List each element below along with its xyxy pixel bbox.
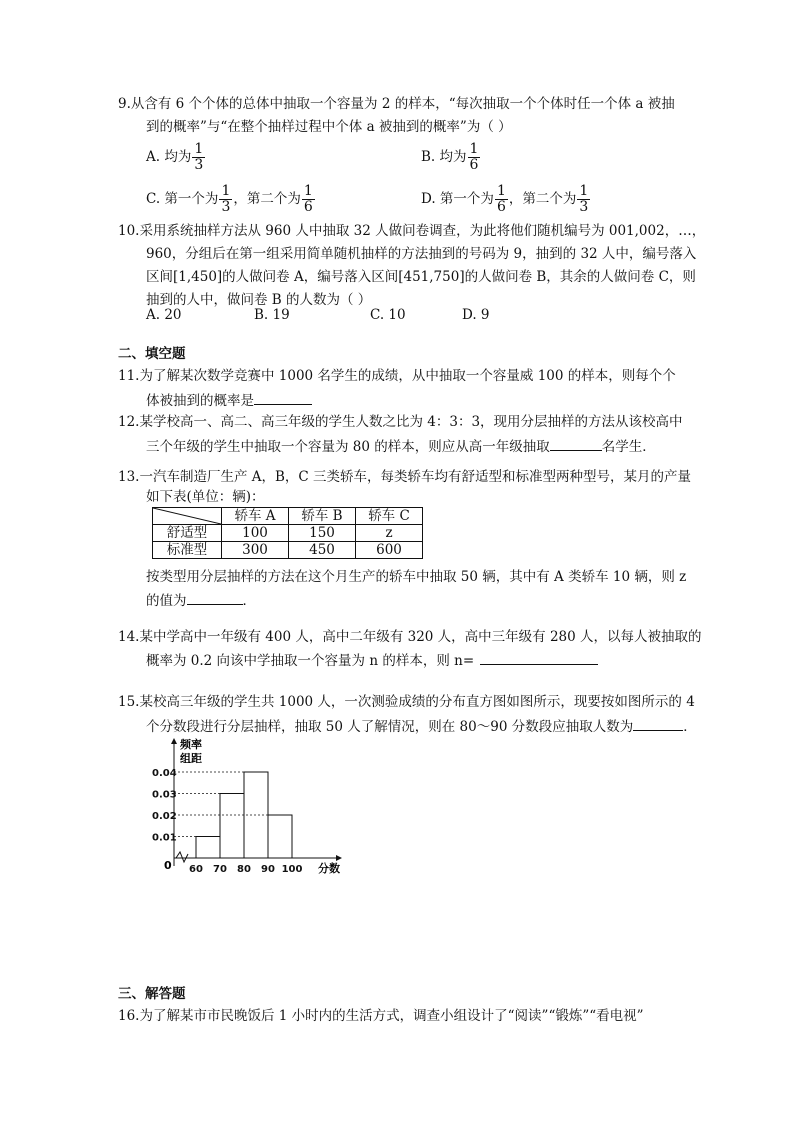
x-tick-label: 70 — [213, 864, 227, 875]
q9-option-b-fraction: $\frac{1}{6}$ — [469, 141, 479, 173]
table-cell: 450 — [289, 542, 356, 559]
q16-line1: 16.为了解某市市民晚饭后 1 小时内的生活方式，调查小组设计了“阅读”“锻炼”“看电视” — [118, 1008, 644, 1024]
q10-option-a: A. 20 — [146, 307, 182, 323]
q11-line1: 11.为了解某次数学竞赛中 1000 名学生的成绩，从中抽取一个容量威 100 的样本，则每个个 — [118, 368, 676, 384]
table-header-a: 轿车 A — [222, 508, 289, 525]
table-header-row — [153, 508, 423, 525]
q9-line2: 到的概率”与“在整个抽样过程中个体 a 被抽到的概率”为（ ） — [146, 119, 512, 135]
q13-answer-blank[interactable] — [187, 590, 243, 605]
q12-line2: 三个年级的学生中抽取一个容量为 80 的样本，则应从高一年级抽取 名学生． — [146, 436, 656, 456]
q9-option-d-fraction-1: $\frac{1}{6}$ — [496, 183, 506, 215]
q9-option-c-fraction-2: $\frac{1}{6}$ — [303, 183, 313, 215]
table-row-label: 舒适型 — [153, 525, 222, 542]
table-cell: z — [356, 525, 423, 542]
axis-break-mark — [176, 852, 188, 862]
q15-line1: 15.某校高三年级的学生共 1000 人，一次测验成绩的分布直方图如图所示，现要按如图所示的 4 — [118, 694, 695, 710]
histogram-bar — [220, 794, 244, 859]
table-cell: 600 — [356, 542, 423, 559]
y-label-bottom: 组距 — [180, 752, 202, 765]
q9-option-c-mid: ，第二个为 — [233, 191, 301, 207]
x-tick-label: 100 — [281, 864, 303, 875]
table-header-c: 轿车 C — [356, 508, 423, 525]
q13-line4: 的值为 ． — [146, 590, 256, 610]
q9-option-a-label: A. 均为 — [146, 149, 192, 165]
y-tick-label: 0.01 — [152, 832, 177, 844]
q13-production-table — [152, 507, 423, 559]
q10-line2: 960，分组后在第一组采用简单随机抽样的方法抽到的号码为 9，抽到的 32 人中，编号落入 — [146, 246, 697, 262]
section-answer-title: 三、解答题 — [118, 986, 186, 1002]
table-row — [153, 525, 423, 542]
y-label-top: 频率 — [180, 738, 202, 751]
q10-option-d: D. 9 — [462, 307, 490, 323]
x-tick-label: 60 — [189, 864, 203, 875]
q9-option-b — [421, 140, 481, 174]
q9-option-b-label: B. 均为 — [421, 149, 467, 165]
diagonal-line — [153, 508, 221, 524]
q11-line2: 体被抽到的概率是 — [146, 390, 312, 410]
q9-option-d-label: D. 第一个为 — [421, 191, 494, 207]
x-axis-arrow — [336, 855, 342, 861]
q9-option-d-mid: ，第二个为 — [508, 191, 577, 207]
table-cell: 150 — [289, 525, 356, 542]
q9-option-a — [146, 140, 206, 174]
q9-option-d — [421, 182, 591, 216]
table-corner-cell — [153, 508, 222, 525]
q9-option-c — [146, 182, 316, 216]
q10-option-b: B. 19 — [254, 307, 290, 323]
q9-option-a-fraction: $\frac{1}{3}$ — [194, 141, 204, 173]
q10-line3: 区间[1,450]的人做问卷 A，编号落入区间[451,750]的人做问卷 B，其余的人做问卷 C，则 — [146, 269, 696, 285]
section-fill-in-title: 二、填空题 — [118, 346, 186, 362]
x-tick-label: 90 — [261, 864, 275, 875]
frequency-histogram — [152, 736, 352, 876]
q11-answer-blank[interactable] — [254, 390, 312, 405]
y-tick-label: 0.03 — [152, 789, 177, 801]
histogram-bar — [196, 837, 220, 859]
histogram-bar — [268, 815, 292, 858]
table-row — [153, 542, 423, 559]
y-tick-label: 0.04 — [152, 768, 177, 779]
y-tick-label: 0.02 — [152, 811, 177, 822]
table-header-b: 轿车 B — [289, 508, 356, 525]
q10-line1: 10.采用系统抽样方法从 960 人中抽取 32 人做问卷调查，为此将他们随机编号为 001,002，…， — [118, 223, 706, 239]
origin-label: 0 — [164, 859, 172, 872]
q10-option-c: C. 10 — [370, 307, 406, 323]
q9-line1: 9.从含有 6 个个体的总体中抽取一个容量为 2 的样本，“每次抽取一个个体时任一个体 a 被抽 — [118, 96, 675, 112]
q9-option-d-fraction-2: $\frac{1}{3}$ — [579, 183, 589, 215]
q9-option-c-fraction-1: $\frac{1}{3}$ — [221, 183, 231, 215]
table-row-label: 标准型 — [153, 542, 222, 559]
q14-line1: 14.某中学高中一年级有 400 人，高中二年级有 320 人，高中三年级有 280 人，以每人被抽取的 — [118, 629, 702, 645]
x-axis-label: 分数 — [318, 862, 340, 875]
table-cell: 300 — [222, 542, 289, 559]
q15-answer-blank[interactable] — [633, 716, 683, 731]
q14-answer-blank[interactable] — [480, 650, 598, 665]
q12-answer-blank[interactable] — [550, 436, 602, 451]
q12-line1: 12.某学校高一、高二、高三年级的学生人数之比为 4：3：3，现用分层抽样的方法从该校高中 — [118, 414, 683, 430]
q14-line2: 概率为 0.2 向该中学抽取一个容量为 n 的样本，则 n= — [146, 650, 598, 670]
q10-line4: 抽到的人中，做问卷 B 的人数为（ ） — [146, 292, 372, 308]
q13-line1: 13.一汽车制造厂生产 A，B，C 三类轿车，每类轿车均有舒适型和标准型两种型号，某月的产量 — [118, 469, 692, 485]
x-tick-label: 80 — [237, 864, 251, 875]
q9-option-c-label: C. 第一个为 — [146, 191, 219, 207]
table-cell: 100 — [222, 525, 289, 542]
y-axis-arrow — [171, 738, 177, 744]
q13-line3: 按类型用分层抽样的方法在这个月生产的轿车中抽取 50 辆，其中有 A 类轿车 10 辆，则 z — [146, 569, 687, 585]
q15-line2: 个分数段进行分层抽样，抽取 50 人了解情况，则在 80～90 分数段应抽取人数为 ． — [146, 716, 697, 736]
q13-line2: 如下表(单位：辆)： — [146, 489, 265, 505]
